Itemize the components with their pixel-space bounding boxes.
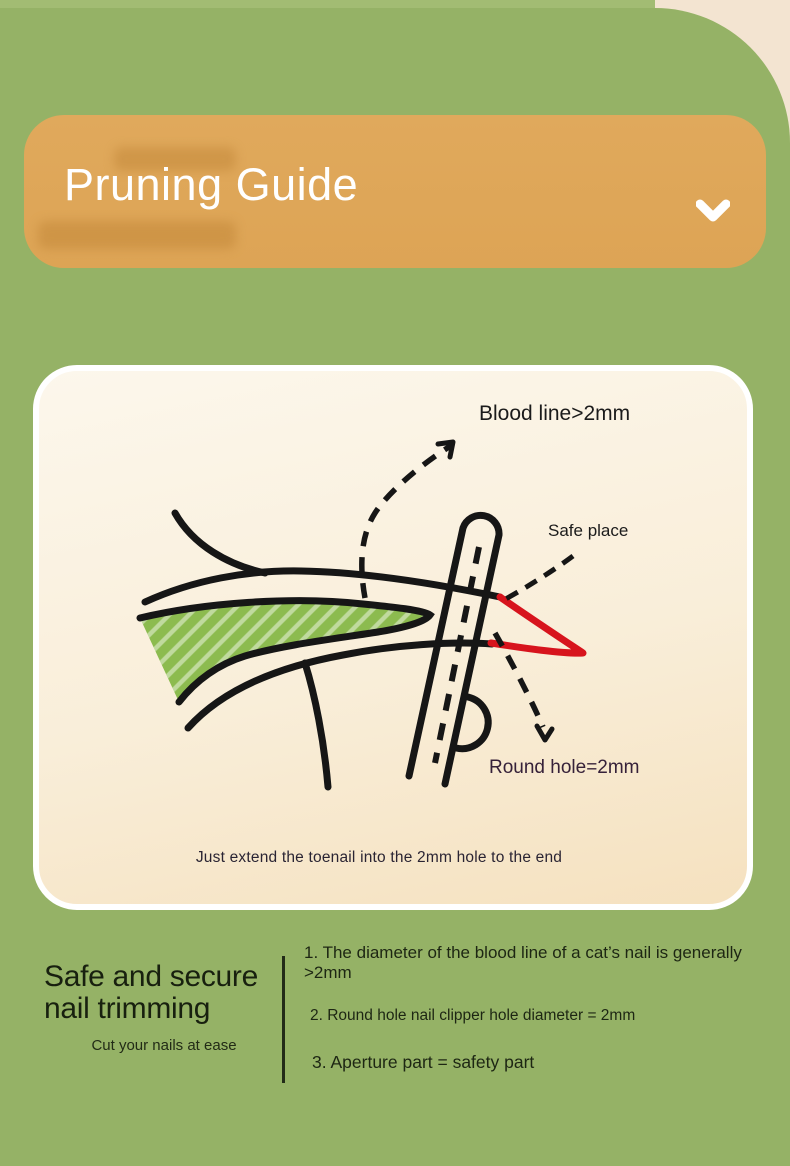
pruning-guide-banner[interactable] <box>24 115 766 268</box>
blood-line-label: Blood line>2mm <box>479 402 631 425</box>
list-item: 3. Aperture part = safety part <box>312 1052 535 1072</box>
round-hole-arrow <box>537 726 552 740</box>
nail-diagram-card <box>33 365 753 910</box>
cat-claw-diagram <box>39 371 747 904</box>
banner-title: Pruning Guide <box>64 159 359 210</box>
info-points-list <box>304 943 776 1073</box>
toe-separation-line <box>305 663 328 787</box>
heading-line-1: Safe and secure <box>44 960 258 993</box>
clipper-blade <box>409 515 499 784</box>
vertical-divider <box>282 956 285 1083</box>
section-tagline: Cut your nails at ease <box>91 1037 237 1054</box>
banner-ghost-text <box>38 221 236 249</box>
diagram-caption: Just extend the toenail into the 2mm hole to the end <box>195 849 563 866</box>
section-heading <box>44 961 258 1025</box>
safe-tip-outline <box>491 597 583 653</box>
list-item: 1. The diameter of the blood line of a cat’s nail is generally >2mm <box>304 943 742 982</box>
list-item: 2. Round hole nail clipper hole diameter = 2mm <box>310 1007 636 1024</box>
safe-place-leader <box>500 556 573 602</box>
heading-line-2: nail trimming <box>44 992 211 1025</box>
chevron-down-icon[interactable] <box>696 199 730 225</box>
safe-place-label: Safe place <box>548 521 629 540</box>
toe-whisker-line <box>175 513 265 573</box>
round-hole-label: Round hole=2mm <box>489 757 640 778</box>
